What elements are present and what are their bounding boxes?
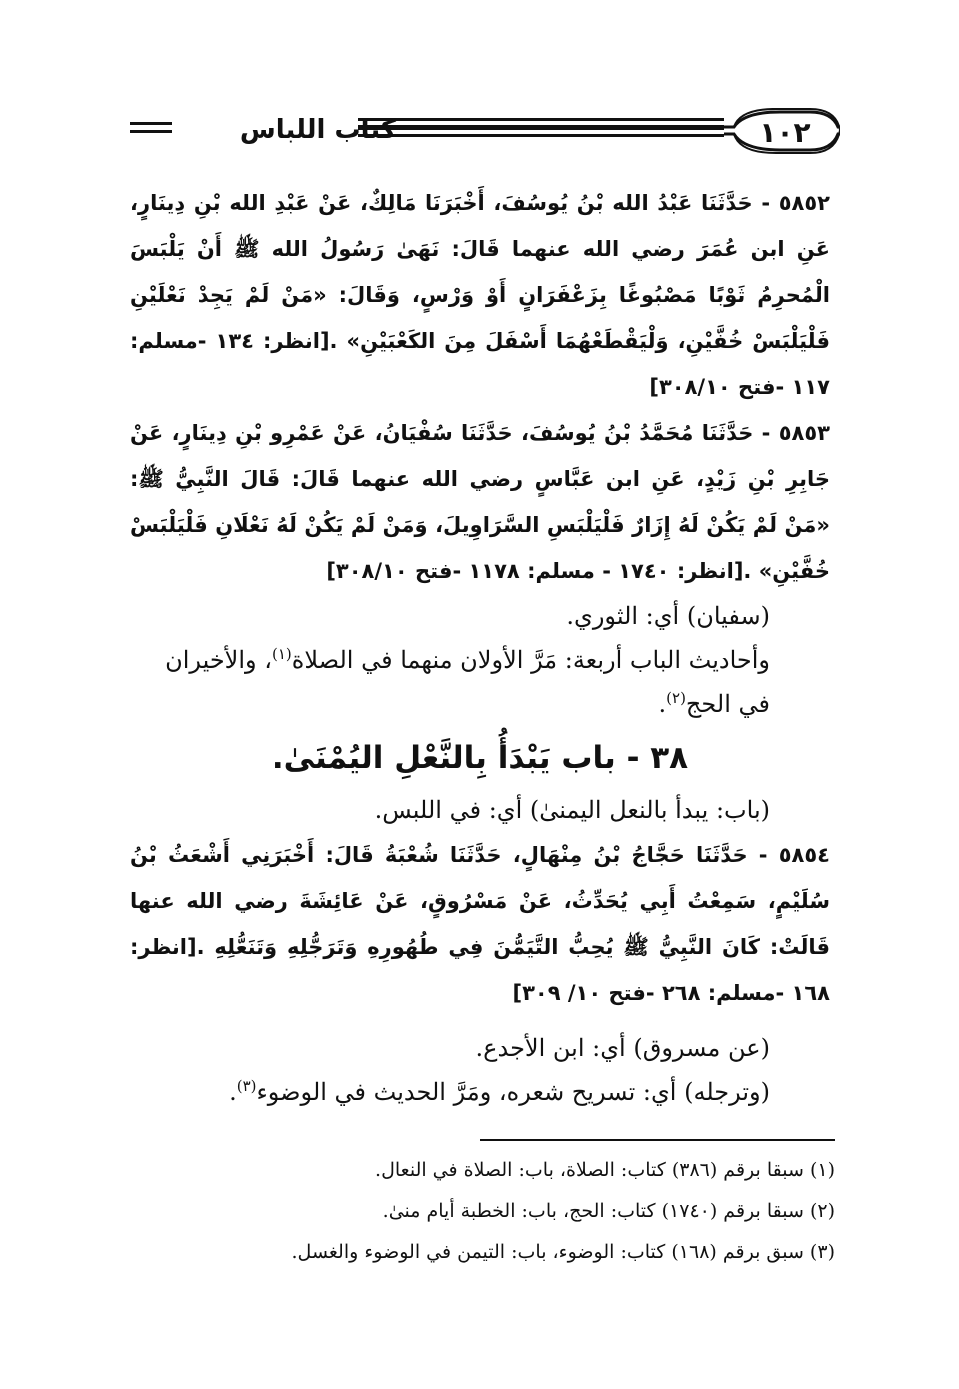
running-title: كتاب اللباس [239,115,397,145]
hadith-5853: ٥٨٥٣ - حَدَّثَنَا مُحَمَّدُ بْنُ يُوسُفَ، حَدَّثَنَا سُفْيَانُ، عَنْ عَمْرِو بْنِ دِينَارٍ، عَنْ جَابِرِ بْنِ زَيْدٍ، عَنِ ابن عَبَّاسٍ رضي الله عنهما قَالَ: قَالَ النَّبِيُّ ﷺ: «مَنْ لَمْ يَكُنْ لَهُ إِزَارٌ فَلْيَلْبَسِ السَّرَاوِيلَ، وَمَنْ لَمْ يَكُنْ لَهُ نَعْلَانِ فَلْيَلْبَسْ خُفَّيْنِ» .[انظر: ١٧٤٠ - مسلم: ١١٧٨ -فتح ٣٠٨/١٠] [130,421,830,583]
footnote-ref-1[interactable]: (١) [272,645,292,663]
commentary-sufyan: (سفيان) أي: الثوري. [566,602,770,630]
commentary-text: وأحاديث الباب أربعة: مَرَّ الأولان منهما في الصلاة [291,646,770,674]
commentary-text: (وترجله) أي: تسريح شعره، ومَرَّ الحديث في الوضوء [256,1078,770,1106]
commentary-chapter-title: (باب: يبدأ بالنعل اليمنىٰ) أي: في اللبس. [374,796,770,824]
commentary-text: . [229,1078,237,1106]
footnotes [130,1150,835,1273]
page-number: ١٠٢ [759,115,811,149]
hadith-5854: ٥٨٥٤ - حَدَّثَنَا حَجَّاجُ بْنُ مِنْهَالٍ، حَدَّثَنَا شُعْبَةُ قَالَ: أَخْبَرَنِي أَشْعَثُ بْنُ سُلَيْمٍ، سَمِعْتُ أَبِي يُحَدِّثُ، عَنْ مَسْرُوقٍ، عَنْ عَائِشَةَ رضي الله عنها قَالَتْ: كَانَ النَّبِيُّ ﷺ يُحِبُّ التَّيَمُّنَ فِي طُهُورِهِ وَتَرَجُّلِهِ وَتَنَعُّلِهِ .[انظر: ١٦٨ -مسلم: ٢٦٨ -فتح ١٠/ ٣٠٩] [130,843,830,1005]
footnote-divider [480,1139,835,1141]
commentary-chapter-hadiths [130,638,830,726]
page-header [120,108,840,156]
hadith-5852: ٥٨٥٢ - حَدَّثَنَا عَبْدُ الله بْنُ يُوسُفَ، أَخْبَرَنَا مَالِكٌ، عَنْ عَبْدِ الله بْنِ دِينَارٍ، عَنِ ابن عُمَرَ رضي الله عنهما قَالَ: نَهَىٰ رَسُولُ الله ﷺ أَنْ يَلْبَسَ الْمُحرِمُ ثَوْبًا مَصْبُوغًا بِزَعْفَرَانٍ أَوْ وَرْسٍ، وَقَالَ: «مَنْ لَمْ يَجِدْ نَعْلَيْنِ فَلْيَلْبَسْ خُفَّيْنِ، وَلْيَقْطَعْهُمَا أَسْفَلَ مِنَ الكَعْبَيْنِ» .[انظر: ١٣٤ -مسلم: ١١٧ -فتح ٣٠٨/١٠] [130,191,830,399]
main-text [130,180,830,1114]
footnote-ref-3[interactable]: (٣) [236,1077,257,1095]
footnote-1: (١) سبقا برقم (٣٨٦) كتاب: الصلاة، باب: الصلاة في النعال. [375,1159,835,1181]
footnote-3: (٣) سبق برقم (١٦٨) كتاب: الوضوء، باب: التيمن في الوضوء والغسل. [291,1241,835,1263]
commentary-text: ، والأخيران في الحج [165,646,770,718]
chapter-heading: ٣٨ - باب يَبْدَأُ بِالنَّعْلِ اليُمْنَىٰ. [271,740,689,776]
commentary-masruq: (عن مسروق) أي: ابن الأجدع. [475,1034,770,1062]
footnote-ref-2[interactable]: (٢) [666,689,686,707]
commentary-text: . [658,690,667,718]
commentary-tarajjul [130,1070,830,1114]
footnote-2: (٢) سبقا برقم (١٧٤٠) كتاب: الحج، باب: الخطبة أيام منىٰ. [382,1200,835,1222]
